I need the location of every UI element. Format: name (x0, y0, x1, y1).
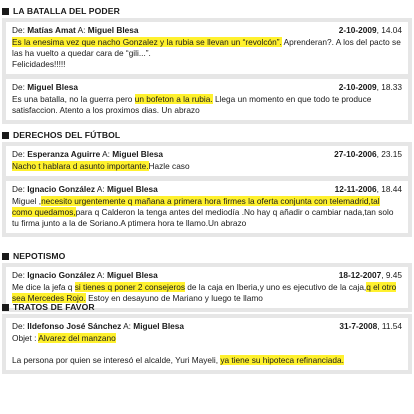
message-card (6, 146, 408, 176)
sender-recipient (12, 149, 163, 160)
message-line (12, 37, 402, 48)
message-text: Llega un momento en que todo te produce (212, 94, 372, 104)
message-time: , 18.33 (376, 82, 402, 92)
message-date: 2-10-2009 (338, 82, 377, 92)
message-text: Aprenderan?. A los del pacto se (281, 37, 401, 47)
sender-name: Ignacio González (27, 184, 95, 194)
message-time: , 14.04 (376, 25, 402, 35)
message-card (6, 318, 408, 370)
message-text: Objet : (12, 333, 39, 343)
highlighted-text: un bofeton a la rubia. (134, 94, 213, 104)
message-text: Miguel , (12, 196, 42, 206)
de-label: De: (12, 270, 28, 280)
message-body (12, 196, 402, 229)
message-line (12, 59, 402, 70)
message-text: las ha vuelto a quedar cara de “gili...”. (12, 48, 151, 58)
square-bullet-icon (2, 8, 9, 15)
highlighted-text: Nacho t hablara d asunto importante. (12, 161, 149, 171)
square-bullet-icon (2, 253, 9, 260)
message-card (6, 181, 408, 233)
de-label: De: (12, 149, 28, 159)
highlighted-text: como quedamos, (12, 207, 76, 217)
recipient-name: Miguel Blesa (107, 184, 158, 194)
highlighted-text: Alvarez del manzano (38, 333, 116, 343)
message-text: tu firma junto a la de Soriano.A ptimera hora te llamo.Un abrazo (12, 218, 247, 228)
message-line (12, 161, 402, 172)
recipient-name: Miguel Blesa (107, 270, 158, 280)
message-meta (12, 270, 402, 281)
de-label: De: (12, 321, 28, 331)
message-date: 27-10-2006 (334, 149, 377, 159)
message-body (12, 37, 402, 70)
message-meta (12, 321, 402, 332)
message-date: 2-10-2009 (338, 25, 377, 35)
message-meta (12, 25, 402, 36)
message-card (6, 79, 408, 120)
message-line (12, 218, 402, 229)
section (0, 300, 414, 374)
message-meta (12, 184, 402, 195)
de-label: De: (12, 82, 28, 92)
sender-name: Ildefonso José Sánchez (27, 321, 122, 331)
message-line (12, 207, 402, 218)
de-label: De: (12, 184, 28, 194)
recipient-name: Miguel Blesa (112, 149, 163, 159)
message-line (12, 355, 402, 366)
recipient-name: Miguel Blesa (87, 25, 139, 35)
section-header (0, 249, 414, 263)
message-text: Felicidades!!!!! (12, 59, 66, 69)
messages-panel (2, 142, 412, 237)
highlighted-text: ya tiene su hipoteca refinanciada. (220, 355, 344, 365)
message-date: 18-12-2007 (338, 270, 382, 280)
message-timestamp (335, 184, 402, 195)
section (0, 4, 414, 124)
section-title: LA BATALLA DEL PODER (13, 6, 120, 16)
sender-recipient (12, 184, 158, 195)
message-timestamp (339, 270, 402, 281)
message-card (6, 22, 408, 74)
message-meta (12, 149, 402, 160)
section (0, 128, 414, 237)
message-timestamp (339, 82, 402, 93)
de-label: De: (12, 25, 28, 35)
messages-panel (2, 18, 412, 124)
sender-name: Ignacio González (27, 270, 95, 280)
sender-recipient (12, 25, 139, 36)
message-body (12, 333, 402, 366)
message-line (12, 282, 402, 293)
message-timestamp (334, 149, 402, 160)
message-line (12, 196, 402, 207)
message-time: , 23.15 (376, 149, 402, 159)
a-label: A: (100, 149, 113, 159)
message-line (12, 48, 402, 59)
a-label: A: (75, 25, 88, 35)
message-time: , 11.54 (377, 321, 402, 331)
sender-recipient (12, 270, 158, 281)
highlighted-text: sea Mercedes Rojo. (12, 293, 86, 303)
highlighted-text: Es la enesima vez que nacho Gonzalez y la rubia se llevan un “revolcón”. (12, 37, 282, 47)
message-text: satisfaccion. Atento a los proximos dias. Un abrazo (12, 105, 200, 115)
message-timestamp (339, 25, 402, 36)
recipient-name: Miguel Blesa (133, 321, 184, 331)
a-label: A: (95, 184, 107, 194)
message-date: 12-11-2006 (334, 184, 377, 194)
message-text: Es una batalla, no la guerra pero (12, 94, 135, 104)
section-title: NEPOTISMO (13, 251, 66, 261)
section-header (0, 128, 414, 142)
message-line (12, 94, 402, 105)
section-header (0, 4, 414, 18)
section-title: DERECHOS DEL FÚTBOL (13, 130, 121, 140)
message-body (12, 161, 402, 172)
highlighted-text: necesito urgentemente q mañana a primera hora firmes la oferta conjunta con telemadrid,tal (41, 196, 380, 206)
message-line (12, 105, 402, 116)
highlighted-text: si tienes q poner 2 consejeros (74, 282, 185, 292)
section-header (0, 300, 414, 314)
sender-name: Miguel Blesa (27, 82, 78, 92)
message-text: Me dice la jefa q (12, 282, 75, 292)
square-bullet-icon (2, 304, 9, 311)
sender-name: Matías Amat (27, 25, 76, 35)
message-body (12, 94, 402, 116)
message-meta (12, 82, 402, 93)
square-bullet-icon (2, 132, 9, 139)
a-label: A: (95, 270, 107, 280)
sender-recipient (12, 82, 78, 93)
message-line (12, 344, 402, 355)
highlighted-text: q el otro (366, 282, 397, 292)
message-text: Hazle caso (148, 161, 190, 171)
sender-name: Esperanza Aguirre (27, 149, 101, 159)
sender-recipient (12, 321, 184, 332)
message-text: de la caja en Iberia,y uno es ejecutivo de la caja, (184, 282, 367, 292)
message-text: para q Calderon la tenga antes del mediodía .No hay q añadir o cambiar nada,tan solo (75, 207, 394, 217)
messages-panel (2, 314, 412, 374)
message-time: , 9.45 (381, 270, 402, 280)
section-title: TRATOS DE FAVOR (13, 302, 95, 312)
message-text: La persona por quien se interesó el alcalde, Yuri Mayeli, (12, 355, 221, 365)
message-timestamp (339, 321, 402, 332)
message-line (12, 333, 402, 344)
message-date: 31-7-2008 (339, 321, 378, 331)
message-text: Estoy en desayuno de Mariano y luego te llamo (85, 293, 263, 303)
a-label: A: (121, 321, 134, 331)
message-time: , 18.44 (376, 184, 402, 194)
